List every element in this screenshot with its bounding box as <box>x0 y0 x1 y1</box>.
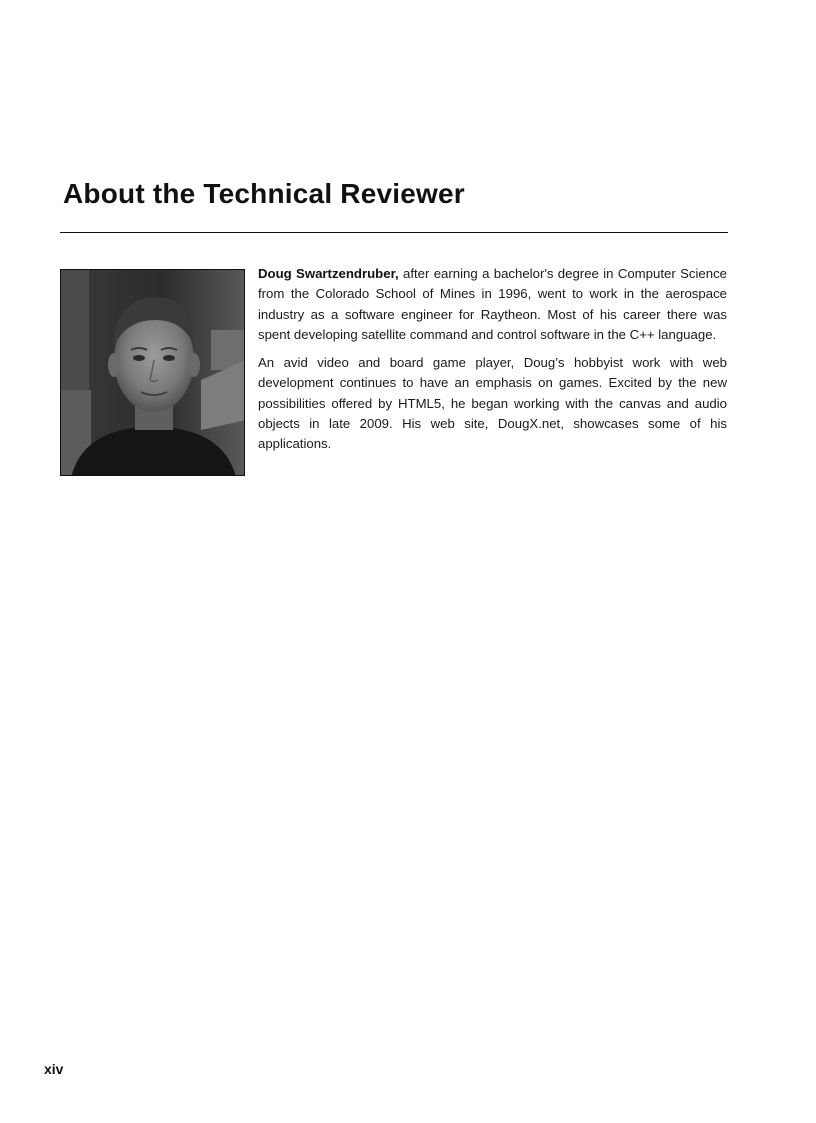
page-title: About the Technical Reviewer <box>63 178 465 209</box>
reviewer-name: Doug Swartzendruber, <box>258 266 399 281</box>
title-rule <box>60 232 728 233</box>
bio-paragraph-1-text: after earning a bachelor's degree in Computer Science from the Colorado School of Mines in 1996, went to work in the aerospace industry as a software engineer for Raytheon. Most of his career there was spent developing satellite command and control software in the C++ language. <box>258 266 727 342</box>
bio-paragraph-2: An avid video and board game player, Doug’s hobbyist work with web development continues to have an emphasis on games. Excited by the new possibilities offered by HTML5, he began working with the canvas and audio objects in late 2009. His web site, DougX.net, showcases some of his applications. <box>258 355 727 452</box>
reviewer-portrait-photo <box>60 269 245 476</box>
reviewer-bio <box>258 264 727 463</box>
bio-paragraph-1 <box>258 264 727 345</box>
page-number: xiv <box>44 1061 64 1077</box>
